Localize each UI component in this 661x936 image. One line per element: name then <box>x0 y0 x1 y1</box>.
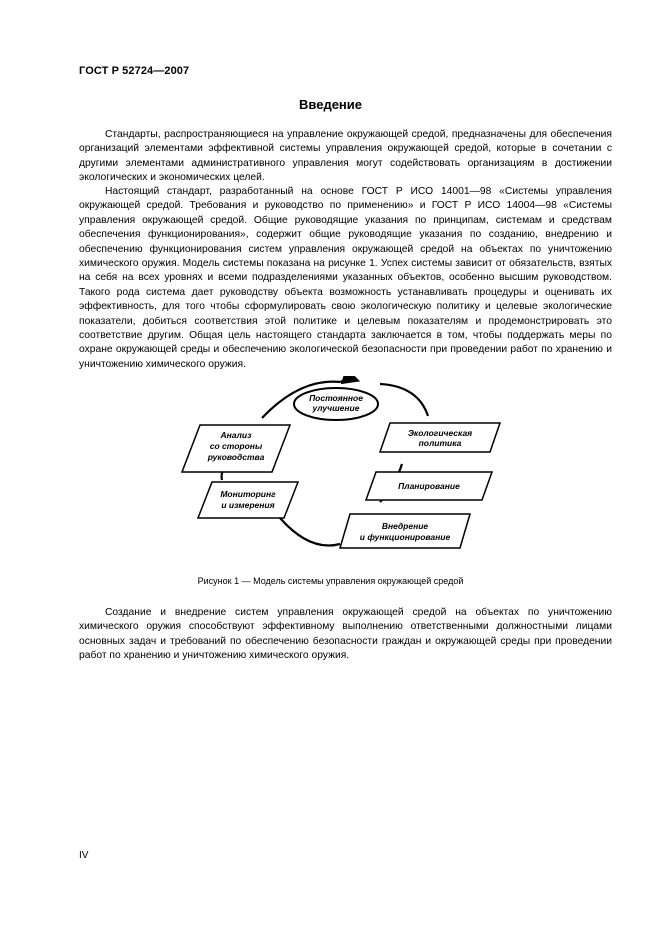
node-monitoring-line2: и измерения <box>221 500 275 510</box>
node-implementation-line1: Внедрение <box>381 521 429 531</box>
ems-model-diagram <box>180 376 520 552</box>
node-policy-line2: политика <box>418 438 462 448</box>
section-title: Введение <box>299 97 362 112</box>
figure-caption: Рисунок 1 — Модель системы управления окружающей средой <box>197 576 464 586</box>
page-number: IV <box>79 850 89 861</box>
node-implementation-line2: и функционирование <box>359 532 451 542</box>
cycle-arc-right <box>380 384 428 416</box>
intro-paragraph-3: Создание и внедрение систем управления окружающей средой на объектах по уничтожению химического оружия способствуют эффективному выполнению ответственными должностными лицами основных задач и требований по обеспечению безопасности граждан и окружающей среды при проведении работ по хранению и уничтожению химического оружия. <box>79 607 612 662</box>
node-review-line1: Анализ <box>220 430 252 440</box>
node-improvement-line1: Постоянное <box>309 393 363 403</box>
document-header: ГОСТ Р 52724—2007 <box>79 65 190 77</box>
intro-paragraph-2: Настоящий стандарт, разработанный на основе ГОСТ Р ИСО 14001—98 «Системы управления окружающей средой. Требования и руководство по применению» и ГОСТ Р ИСО 14004—98 «Системы управления окружающей средой. Общие руководящие указания по принципам, системам и средствам обеспечения функционирования», содержит общие руководящие указания по созданию, внедрению и обеспечению функционирования систем управления окружающей средой на объектах по уничтожению химического оружия. Модель системы показана на рисунке 1. Успех системы зависит от обязательств, взятых на себя на всех уровнях и всеми подразделениями указанных объектов, особенно высшим руководством. Такого рода система дает руководству объекта возможность устанавливать процедуры и оценивать их эффективность, для того чтобы сформулировать свою экологическую политику и целевые экологические показатели, добиться соответствия этой политике и целевым показателям и продемонстрировать это соответствие другим. Общая цель настоящего стандарта заключается в том, чтобы поддержать меры по охране окружающей среды и обеспечению экологической безопасности при проведении работ по хранению и уничтожению химического оружия. <box>79 186 612 370</box>
node-planning-line1: Планирование <box>398 481 460 491</box>
node-review-line2: со стороны <box>209 441 263 451</box>
node-policy-line1: Экологическая <box>407 428 473 438</box>
node-monitoring-line1: Мониторинг <box>220 489 276 499</box>
cycle-arrow <box>340 379 356 382</box>
node-review-line3: руководства <box>207 452 265 462</box>
node-implementation <box>340 514 470 548</box>
intro-paragraph-1: Стандарты, распространяющиеся на управление окружающей средой, предназначены для обеспечения организаций элементами эффективной системы управления окружающей средой, которые в сочетании с другими элементами административного управления могут содействовать организациям в достижении экологических и экономических целей. <box>79 129 612 184</box>
ems-model-figure <box>180 376 520 552</box>
cycle-arc-left-bottom <box>280 518 340 546</box>
node-improvement-line2: улучшение <box>312 403 360 413</box>
